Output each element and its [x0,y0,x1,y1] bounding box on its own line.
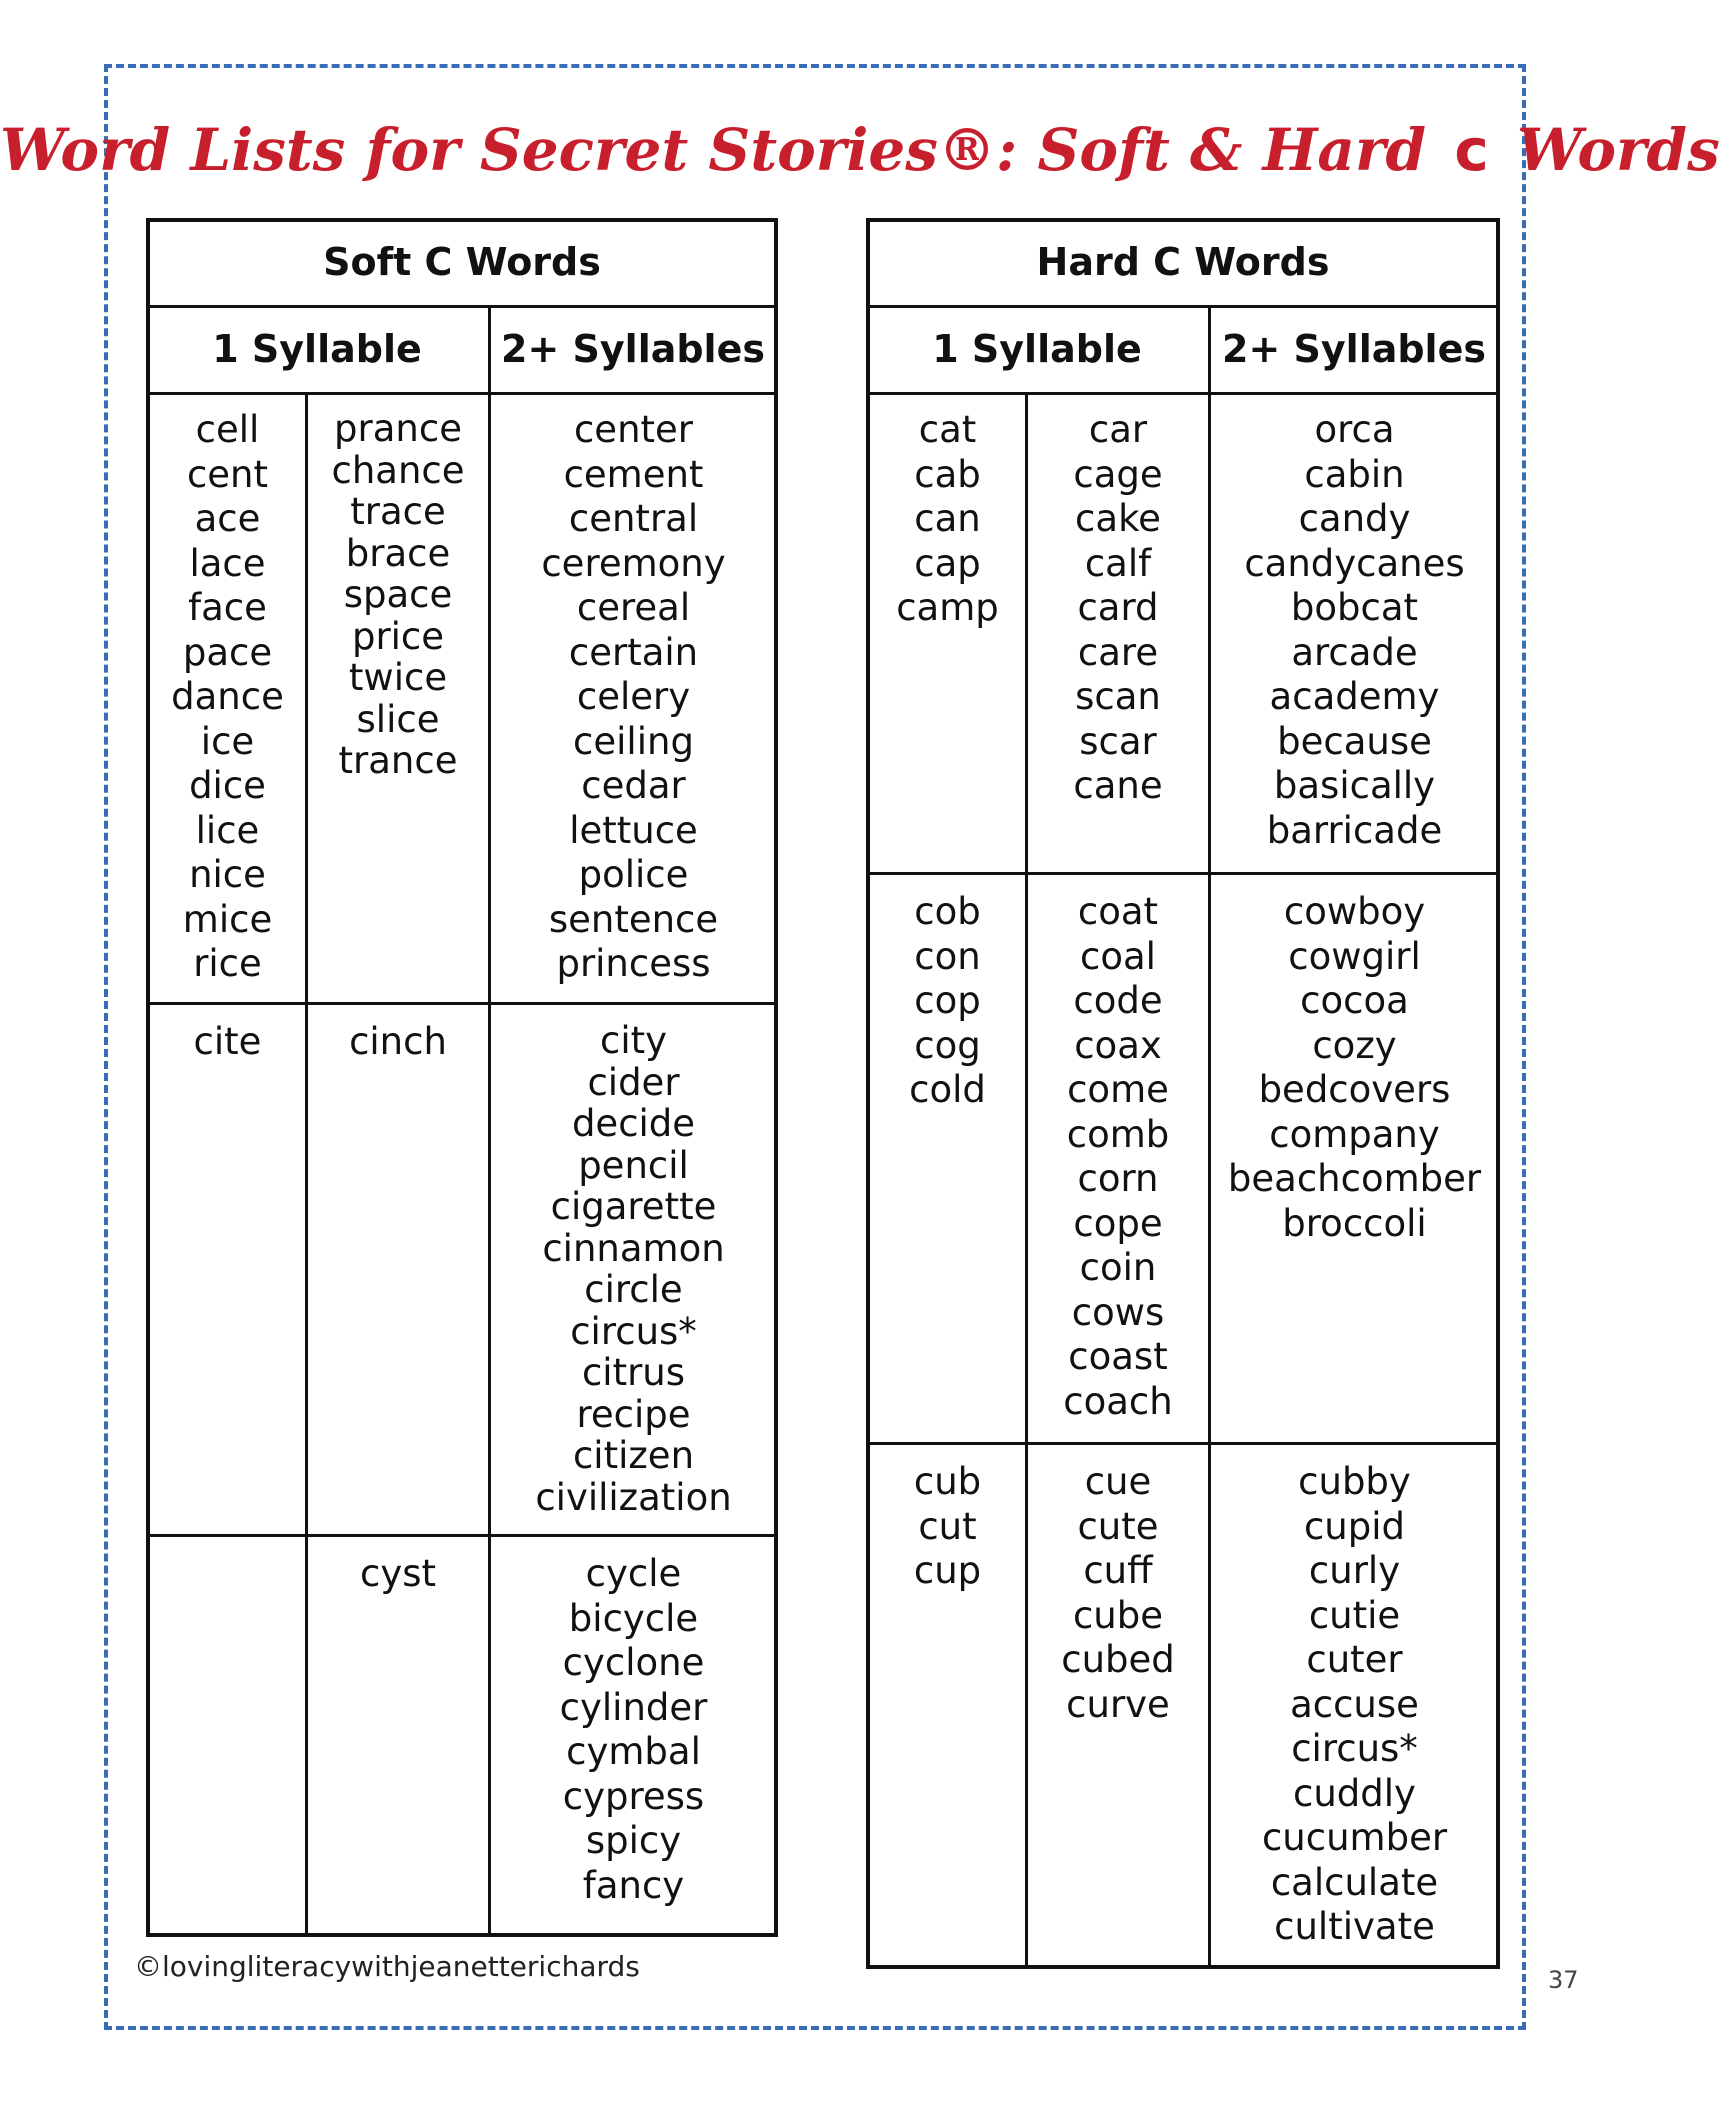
soft-r1-col-a [150,408,305,987]
hard-r3-col-b [1028,1460,1208,1727]
word: camp [896,586,999,629]
soft-2plus-syllables-header: 2+ Syllables [501,327,765,371]
word: dice [189,764,266,807]
word: cupid [1303,1504,1406,1548]
hard-r3-col-a [870,1460,1025,1594]
word: cows [1071,1290,1165,1334]
word: prance [334,407,462,450]
word: company [1269,1112,1440,1156]
word: cultivate [1274,1905,1435,1948]
word: slice [356,697,440,741]
word: trace [350,490,446,533]
word: cycle [585,1552,682,1595]
word: coax [1074,1023,1162,1067]
word: pencil [578,1143,689,1187]
word: nice [189,853,266,896]
soft-r3-col-b [308,1552,488,1597]
word: code [1073,979,1163,1022]
word: ceiling [573,719,694,763]
hard-r1-col-c [1211,408,1498,853]
copyright-footer: ©lovingliteracywithjeanetterichards [134,1950,640,1983]
word: mice [182,897,273,941]
word: calf [1084,541,1152,585]
word: cyst [359,1552,437,1595]
word: cymbal [566,1730,701,1773]
word: cop [914,979,981,1022]
word: space [343,573,453,616]
word: cap [914,541,981,585]
word: cucumber [1261,1816,1448,1859]
word: center [573,408,694,451]
word: face [188,586,267,629]
word: broccoli [1282,1201,1427,1245]
word: accuse [1290,1682,1419,1726]
word: basically [1273,764,1436,807]
page-number: 37 [1548,1966,1579,1994]
word: rice [193,942,262,985]
word: coat [1077,890,1159,933]
word: cue [1084,1460,1152,1503]
hard-r1-col-b [1028,408,1208,809]
word: cowboy [1283,890,1426,933]
word: police [578,853,689,896]
word: beachcomber [1227,1157,1482,1200]
soft-r1-col-c [491,408,776,987]
soft-r1-col-b [308,408,488,782]
word: corn [1077,1157,1159,1200]
hard-2plus-syllables-header: 2+ Syllables [1222,327,1486,371]
word: con [914,934,981,978]
word: lice [195,808,260,852]
word: cylinder [559,1685,708,1729]
word: come [1067,1068,1169,1111]
word: cent [186,452,269,496]
word: cinnamon [542,1226,725,1270]
word: trance [338,739,458,782]
word: cuff [1083,1549,1153,1592]
hard-r1-col-a [870,408,1025,631]
word: ice [200,719,255,763]
word: cubed [1061,1638,1175,1681]
hard-r3-col-c [1211,1460,1498,1950]
title-letter-c: c [1454,116,1489,184]
word: scar [1079,719,1157,763]
word: bicycle [568,1596,699,1640]
word: can [914,497,981,540]
word: price [351,614,445,658]
word: cat [918,408,977,451]
page-title [0,116,1720,184]
word: curve [1066,1682,1170,1726]
word: cane [1073,764,1163,807]
word: candycanes [1244,541,1465,585]
word: sentence [548,897,719,941]
word: cope [1073,1201,1163,1245]
word: cubby [1298,1460,1411,1503]
hard-r2-col-b [1028,890,1208,1424]
word: candy [1298,497,1411,540]
word: lace [189,541,266,585]
word: card [1077,586,1159,629]
word: cinch [349,1020,447,1063]
word: spicy [585,1819,682,1862]
word: cube [1072,1593,1164,1637]
word: because [1277,719,1432,763]
hard-1-syllable-header: 1 Syllable [932,327,1142,371]
word: cub [913,1460,982,1503]
word: orca [1314,408,1395,451]
word: arcade [1291,630,1418,674]
word: cog [914,1023,981,1067]
word: coach [1063,1379,1173,1423]
word: cement [563,452,704,496]
word: cedar [581,764,686,807]
word: cyclone [562,1641,705,1684]
word: fancy [582,1863,685,1907]
soft-r3-col-c [491,1552,776,1908]
word: cake [1075,497,1161,540]
word: cup [913,1549,982,1592]
word: circus* [1291,1727,1418,1770]
word: citizen [572,1434,695,1477]
word: cutie [1308,1593,1401,1637]
word: cider [587,1060,680,1104]
word: chance [331,448,465,492]
word: comb [1066,1112,1170,1156]
word: care [1077,630,1159,674]
word: recipe [576,1392,691,1436]
word: cowgirl [1288,934,1421,978]
word: cabin [1304,452,1405,496]
word: lettuce [569,808,698,852]
word: dance [171,675,284,718]
word: ceremony [541,541,726,585]
soft-r2-col-b [308,1020,488,1065]
word: central [568,497,699,540]
word: certain [568,630,699,674]
word: car [1088,408,1148,451]
word: cite [193,1020,262,1063]
word: cocoa [1300,979,1409,1022]
soft-1-syllable-header: 1 Syllable [212,327,422,371]
word: cob [914,890,981,933]
word: barricade [1266,808,1443,852]
word: cereal [576,586,691,629]
word: coast [1068,1335,1168,1378]
word: bedcovers [1258,1068,1451,1111]
word: ace [194,497,261,540]
soft-r2-col-c [491,1020,776,1518]
soft-c-header: Soft C Words [323,240,601,284]
word: curly [1308,1549,1401,1592]
soft-r2-col-a [150,1020,305,1065]
word: cypress [562,1774,705,1818]
title-prefix: Word Lists for Secret Stories®: Soft & Hard [0,116,1427,184]
word: city [599,1019,668,1062]
word: princess [556,942,711,985]
word: circle [584,1268,683,1311]
word: academy [1269,675,1440,718]
hard-r2-col-c [1211,890,1498,1246]
word: scan [1075,675,1161,718]
word: circus* [570,1309,697,1353]
word: cell [195,408,260,451]
word: coal [1080,934,1156,978]
word: decide [571,1102,696,1145]
word: cab [914,452,981,496]
word: civilization [535,1475,732,1519]
word: cuddly [1293,1771,1416,1815]
word: coin [1079,1246,1157,1289]
word: cuter [1306,1638,1403,1681]
word: citrus [581,1351,686,1394]
word: cozy [1312,1023,1397,1067]
hard-r2-col-a [870,890,1025,1113]
word: cigarette [550,1185,717,1228]
title-suffix: Words [1516,116,1720,184]
word: cold [909,1068,986,1111]
word: calculate [1270,1860,1439,1904]
word: celery [576,675,691,718]
hard-c-header: Hard C Words [1036,240,1330,284]
word: bobcat [1290,586,1419,629]
word: pace [182,630,273,674]
word: cut [918,1504,977,1548]
word: twice [348,656,448,699]
word: cage [1073,452,1163,496]
word: brace [345,531,451,575]
word: cute [1077,1504,1159,1548]
